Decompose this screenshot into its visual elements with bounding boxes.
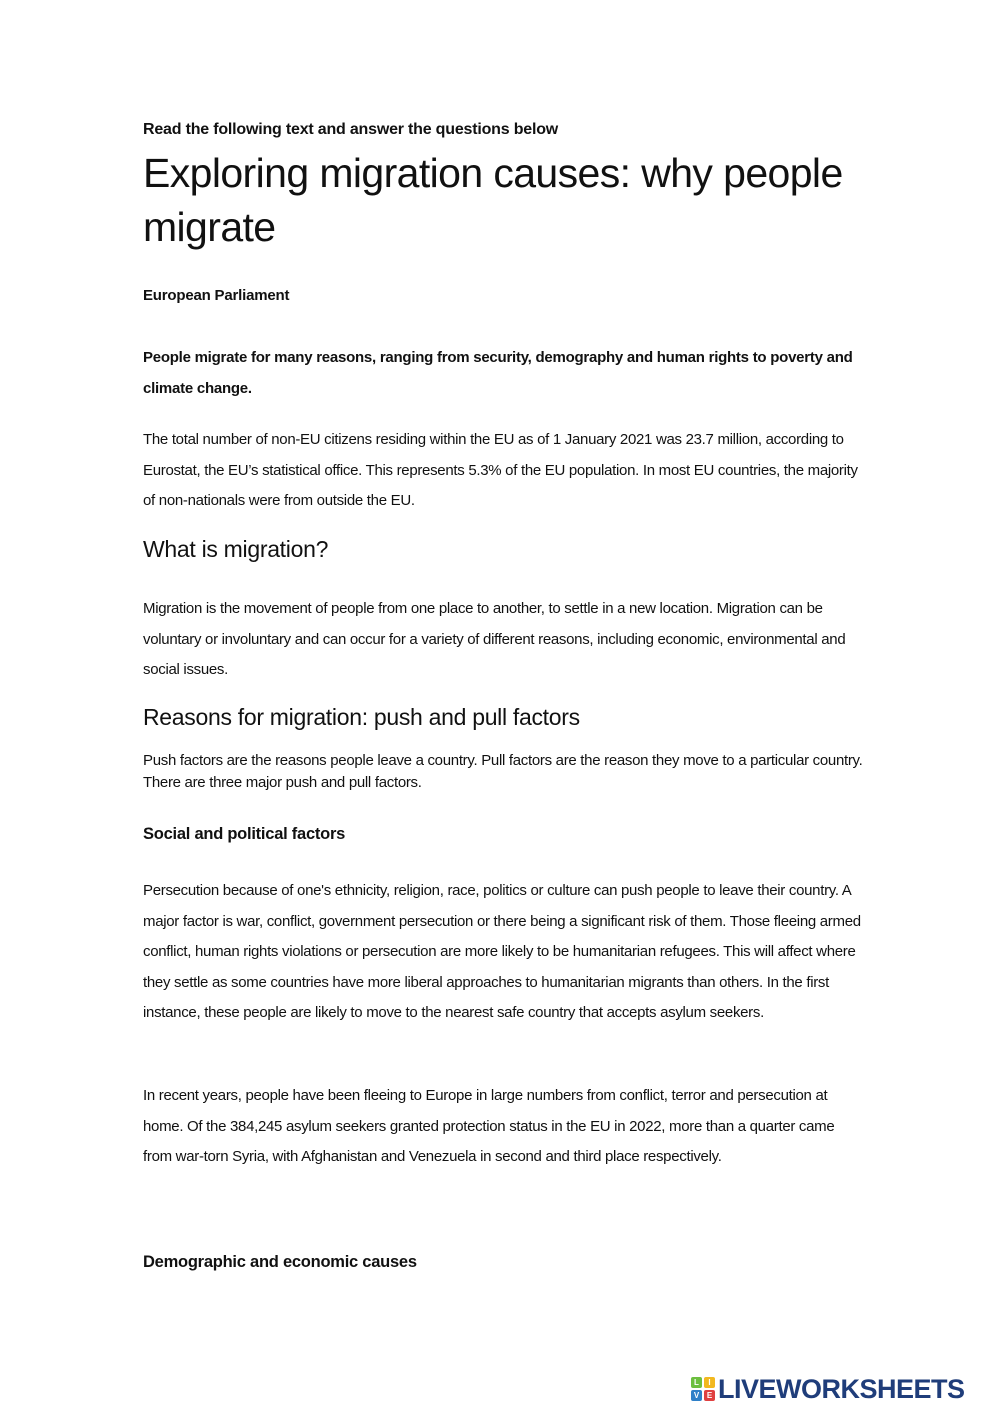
liveworksheets-logo[interactable] <box>691 1375 965 1403</box>
source-attribution: European Parliament <box>143 287 290 304</box>
instruction-text: Read the following text and answer the questions below <box>143 121 559 138</box>
push-pull-paragraph: Push factors are the reasons people leave a country. Pull factors are the reason they move to a particular country. There are three major push and pull factors. <box>143 752 863 791</box>
social-political-paragraph-1: Persecution because of one's ethnicity, religion, race, politics or culture can push people to leave their country. A major factor is war, conflict, government persecution or there being a significant risk of them. Those fleeing armed conflict, human rights violations or persecution are more likely to be humanitarian refugees. This will affect where they settle as some countries have more liberal approaches to humanitarian migrants than others. In the first instance, these people are likely to move to the nearest safe country that accepts asylum seekers. <box>143 882 861 1021</box>
intro-paragraph: The total number of non-EU citizens residing within the EU as of 1 January 2021 was 23.7 million, according to Eurostat, the EU’s statistical office. This represents 5.3% of the EU population. In most EU countries, the majority of non-nationals were from outside the EU. <box>143 431 858 509</box>
section-heading-what-is-migration: What is migration? <box>143 536 329 562</box>
what-is-migration-paragraph: Migration is the movement of people from one place to another, to settle in a new location. Migration can be voluntary or involuntary and can occur for a variety of different reasons, including economic, environmental and social issues. <box>143 600 846 678</box>
page-title: Exploring migration causes: why people migrate <box>143 150 843 250</box>
logo-tile-e: E <box>704 1390 715 1401</box>
subsection-heading-social-political: Social and political factors <box>143 825 346 843</box>
lead-paragraph: People migrate for many reasons, ranging from security, demography and human rights to poverty and climate change. <box>143 349 853 397</box>
section-heading-push-pull-factors: Reasons for migration: push and pull factors <box>143 704 580 730</box>
liveworksheets-tiles-icon <box>691 1377 715 1401</box>
social-political-paragraph-2: In recent years, people have been fleeing to Europe in large numbers from conflict, terror and persecution at home. Of the 384,245 asylum seekers granted protection status in the EU in 2022, more than a quarter came from war-torn Syria, with Afghanistan and Venezuela in second and third place respectively. <box>143 1087 835 1165</box>
logo-tile-i: I <box>704 1377 715 1388</box>
logo-tile-l: L <box>691 1377 702 1388</box>
logo-wordmark: LIVEWORKSHEETS <box>718 1374 965 1404</box>
logo-tile-v: V <box>691 1390 702 1401</box>
subsection-heading-demographic-economic: Demographic and economic causes <box>143 1253 417 1271</box>
